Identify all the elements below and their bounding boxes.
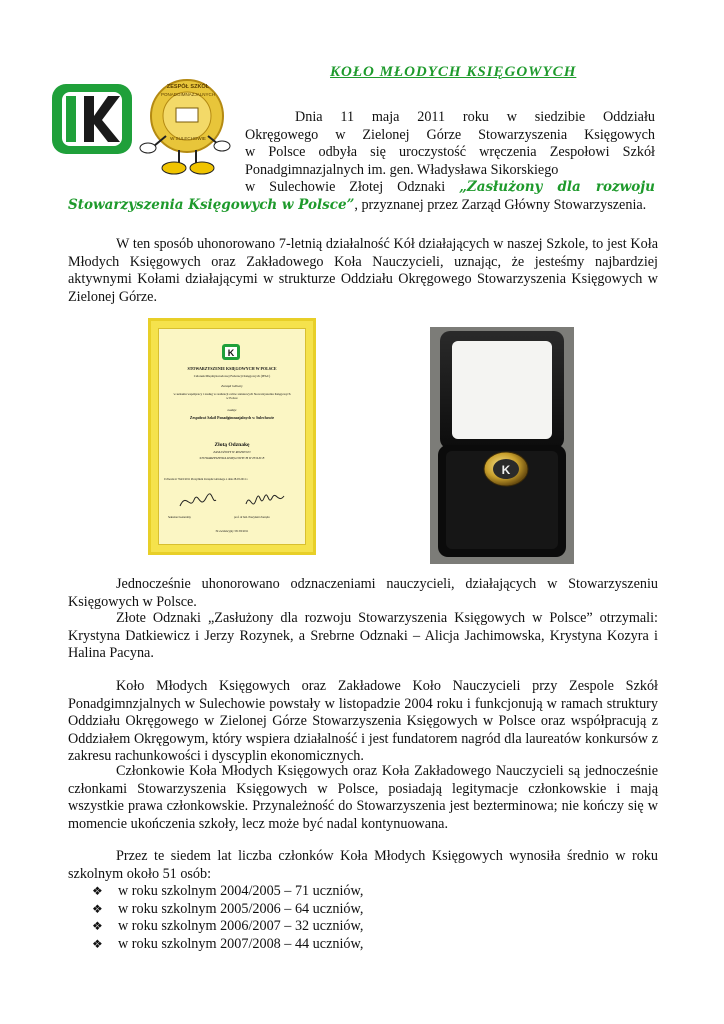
diploma-signatures	[176, 490, 296, 514]
diploma-member: Członek Międzynarodowej Federacji Księgowych (IFAC)	[193, 374, 271, 378]
diploma-logo-icon	[222, 344, 240, 360]
diploma-org: STOWARZYSZENIE KSIĘGOWYCH W POLSCE	[187, 366, 277, 371]
bullet-diamond-icon: ❖	[92, 919, 103, 933]
paragraph-gold-silver-badges: Złote Odznaki „Zasłużony dla rozwoju Stowarzyszenia Księgowych w Polsce” otrzymali: Krystyna Datkiewicz i Jerzy Rozynek, a Srebrne Odznaki – Alicja Jachimowska, Krystyna Kozyra i Halina Pacyna.	[68, 610, 658, 661]
page-title: KOŁO MŁODYCH KSIĘGOWYCH	[330, 64, 577, 80]
award-name-part2: Stowarzyszenia Księgowych w Polsce”	[68, 197, 355, 213]
intro-line-5-prefix: w Sulechowie Złotej Odznaki	[245, 179, 460, 195]
bullet-diamond-icon: ❖	[92, 901, 103, 916]
bullet-diamond-icon: ❖	[92, 884, 103, 898]
diploma-award-sub-2: STOWARZYSZENIA KSIĘGOWYCH W POLSCE	[199, 456, 265, 460]
club-logo	[44, 78, 244, 178]
svg-text:K: K	[501, 463, 511, 477]
diploma-image	[148, 318, 316, 555]
diploma-number: Nr ewidencyjny 3513/6/2011	[215, 530, 249, 533]
diploma-recipient: Zespołowi Szkół Ponadgimnazjalnych w Sulechowie	[189, 416, 275, 420]
paragraph-club-history: Koło Młodych Księgowych oraz Zakładowe Koło Nauczycieli przy Zespole Szkół Ponadgimnzjalnych w Sulechowie powstały w listopadzie 2004 roku i funkcjonują w ramach struktury Oddziału Okręgowego w Zielonej Górze Stowarzyszenia Księgowych w Polsce oraz współpracują z Oddziałem Okręgowym, który wspiera działalność i jest fundatorem nagród dla laureatów konkursów z zakresu rachunkowości i dyscyplin ekonomicznych.	[68, 678, 658, 764]
diploma-board: Zarząd Główny	[221, 384, 243, 388]
badge-box-photo	[430, 327, 574, 564]
list-item: ❖ w roku szkolnym 2006/2007 – 32 uczniów,	[92, 918, 364, 934]
seal-text-top: ZESPÓŁ SZKÓŁ	[166, 84, 210, 90]
list-item: ❖ w roku szkolnym 2004/2005 – 71 uczniów,	[92, 883, 364, 899]
diploma-award: Złotą Odznakę	[214, 442, 250, 448]
paragraph-membership: Członkowie Koła Młodych Księgowych oraz Koła Zakładowego Nauczycieli są jednocześnie członkami Stowarzyszenia Księgowych w Polsce, posiadają legitymacje członkowskie i mają wszystkie prawa członkowskie. Przynależność do Stowarzyszenia jest bezterminowa; nie kończy się w momencie ukończenia szkoły, lecz może być nadal kontynuowana.	[68, 763, 658, 832]
intro-line-2: Okręgowego w Zielonej Górze Stowarzyszenia Księgowych	[245, 126, 655, 143]
bullet-diamond-icon: ❖	[92, 936, 103, 951]
badge-box-graphic	[430, 327, 574, 564]
list-item: ❖ w roku szkolnym 2007/2008 – 44 uczniów,	[92, 935, 364, 952]
intro-line-6-suffix: , przyznanej przez Zarząd Główny Stowarzyszenia.	[354, 197, 647, 213]
seal-text-mid: PONADGIMNAZJALNYCH	[160, 92, 215, 97]
diploma-award-sub-1: ZASŁUŻONY W ROZWOJU	[213, 450, 251, 454]
paragraph-teachers-honored: Jednocześnie uhonorowano odznaczeniami nauczycieli, działających w Stowarzyszeniu Księgowych w Polsce.	[68, 576, 658, 610]
svg-text:K: K	[227, 348, 235, 358]
member-count-list	[92, 883, 592, 953]
diploma-nadaje: nadaje	[227, 408, 237, 412]
diploma-sign-2: prof. dr hab. Prezydent Zarządu	[234, 516, 270, 519]
diploma-sign-1: Sekretarz Generalny	[168, 516, 191, 519]
list-item: ❖ w roku szkolnym 2005/2006 – 64 uczniów,	[92, 900, 364, 917]
award-name-part1: „Zasłużony dla rozwoju	[459, 179, 655, 195]
diploma-reason: w uznaniu współpracy i zasług w realizacji celów statutowych Stowarzyszenia Księgowych w Polsce	[173, 392, 291, 400]
intro-line-6	[68, 197, 658, 215]
diploma-resolution: Uchwała nr 764/2/2011 Prezydium Zarządu Głównego z dnia 28.03.2011 r.	[164, 478, 249, 481]
intro-line-5	[245, 179, 655, 197]
intro-line-4: Ponadgimnazjalnych im. gen. Władysława Sikorskiego	[245, 161, 559, 178]
intro-block	[245, 109, 655, 197]
intro-line-3: w Polsce odbyła się uroczystość wręczenia Zespołowi Szkół	[245, 144, 655, 160]
paragraph-recognition: W ten sposób uhonorowano 7-letnią działalność Kół działających w naszej Szkole, to jest Koła Młodych Księgowych oraz Zakładowego Koła Nauczycieli, uznając, że jesteśmy najbardziej aktywnymi Kołami działającymi w strukturze Oddziału Okręgowego Stowarzyszenia Księgowych w Zielonej Górze.	[68, 236, 658, 305]
paragraph-member-count: Przez te siedem lat liczba członków Koła Młodych Księgowych wynosiła średnio w roku szkolnym około 51 osób:	[68, 848, 658, 882]
seal-text-bottom: W SULECHOWIE	[170, 136, 206, 141]
intro-line-1: Dnia 11 maja 2011 roku w siedzibie Oddziału	[295, 109, 655, 125]
